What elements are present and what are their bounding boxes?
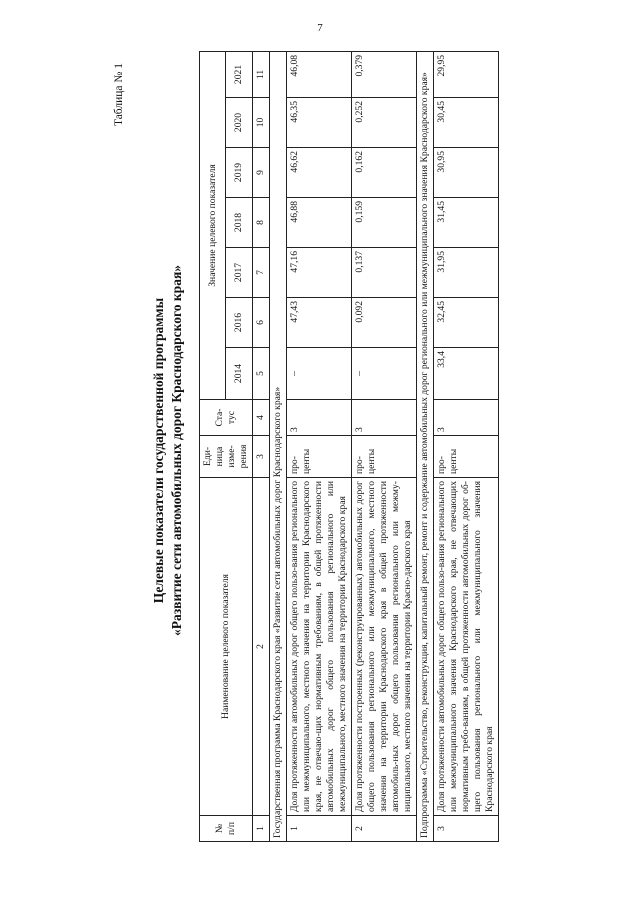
value-cell: 31,95 — [433, 248, 498, 298]
column-number: 4 — [252, 400, 269, 436]
indicator-name: Доля протяженности построенных (реконструированных) автомобильных дорог общего пользования регионального или межмуниципального, местного значения на территории Краснодарского края в общей протяженности автомобиль-ных дорог общего пользования регионального или межму-ниципального, местного значения на территории Красно-дарского края — [351, 478, 416, 816]
column-number: 6 — [252, 298, 269, 348]
column-number: 2 — [252, 478, 269, 816]
header-year: 2018 — [226, 198, 252, 248]
table-row — [433, 51, 498, 841]
unit-cell: про-центы — [351, 436, 416, 478]
row-number: 1 — [286, 816, 351, 842]
value-cell: – — [351, 348, 416, 400]
row-number: 2 — [351, 816, 416, 842]
value-cell: 47,16 — [286, 248, 351, 298]
status-cell: 3 — [433, 400, 498, 436]
header-status: Ста-тус — [200, 400, 253, 436]
value-cell: 46,88 — [286, 198, 351, 248]
section-title-subprogram: Подпрограмма «Строительство, реконструкция, капитальный ремонт, ремонт и содержание автомобильных дорог регионального или межмуниципального значения Краснодарского края» — [416, 51, 433, 841]
value-cell: 0,162 — [351, 148, 416, 198]
column-number: 5 — [252, 348, 269, 400]
value-cell: 47,43 — [286, 298, 351, 348]
header-year: 2014 — [226, 348, 252, 400]
header-value-group: Значение целевого показателя — [200, 51, 226, 399]
unit-cell: про-центы — [433, 436, 498, 478]
status-cell: 3 — [286, 400, 351, 436]
section-row-subprogram — [416, 51, 433, 841]
value-cell: 33,4 — [433, 348, 498, 400]
header-name: Наименование целевого показателя — [200, 478, 253, 816]
table-row — [351, 51, 416, 841]
header-year: 2019 — [226, 148, 252, 198]
document-title-line2: «Развитие сети автомобильных дорог Краснодарского края» — [169, 265, 184, 637]
header-num: № п/п — [200, 816, 253, 842]
indicator-name: Доля протяженности автомобильных дорог общего пользо-вания регионального или межмуниципального, местного значения на территории Краснодарского края, не отвечаю-щих нормативным требованиям, в общей протяженности автомобильных дорог общего пользования регионального или межмуниципального, местного значения на территории Краснодарского края — [286, 478, 351, 816]
row-number: 3 — [433, 816, 498, 842]
value-cell: 46,62 — [286, 148, 351, 198]
document-title-line1: Целевые показатели государственной программы — [151, 297, 166, 604]
table-row — [286, 51, 351, 841]
column-number-row — [252, 51, 269, 841]
column-number: 10 — [252, 98, 269, 148]
value-cell: 30,95 — [433, 148, 498, 198]
value-cell: 0,092 — [351, 298, 416, 348]
header-year: 2020 — [226, 98, 252, 148]
value-cell: 0,252 — [351, 98, 416, 148]
indicator-name: Доля протяженности автомобильных дорог общего пользо-вания регионального или межмуниципального значения Краснодарского края, не отвечающих нормативным требо-ваниям, в общей протяженности автомобильных дорог об-щего пользования регионального или межмуниципального значения Краснодарского края — [433, 478, 498, 816]
value-cell: – — [286, 348, 351, 400]
header-year: 2021 — [226, 51, 252, 97]
section-row-program — [269, 51, 286, 841]
value-cell: 0,159 — [351, 198, 416, 248]
status-cell: 3 — [351, 400, 416, 436]
header-year: 2016 — [226, 298, 252, 348]
value-cell: 32,45 — [433, 298, 498, 348]
column-number: 11 — [252, 51, 269, 97]
header-year: 2017 — [226, 248, 252, 298]
value-cell: 46,08 — [286, 51, 351, 97]
rotated-content — [85, 43, 610, 858]
column-number: 9 — [252, 148, 269, 198]
value-cell: 46,35 — [286, 98, 351, 148]
column-number: 7 — [252, 248, 269, 298]
column-number: 3 — [252, 436, 269, 478]
page-number: 7 — [317, 22, 323, 34]
value-cell: 0,379 — [351, 51, 416, 97]
unit-cell: про-центы — [286, 436, 351, 478]
header-unit: Еди-ница изме-рения — [200, 436, 253, 478]
value-cell: 31,45 — [433, 198, 498, 248]
value-cell: 30,45 — [433, 98, 498, 148]
column-number: 8 — [252, 198, 269, 248]
value-cell: 29,95 — [433, 51, 498, 97]
table-label: Таблица № 1 — [113, 63, 125, 127]
column-number: 1 — [252, 816, 269, 842]
value-cell: 0,137 — [351, 248, 416, 298]
header-row-1 — [200, 51, 226, 841]
section-title-program: Государственная программа Краснодарского края «Развитие сети автомобильных дорог Краснодарского края» — [269, 51, 286, 841]
indicators-table — [199, 51, 499, 842]
